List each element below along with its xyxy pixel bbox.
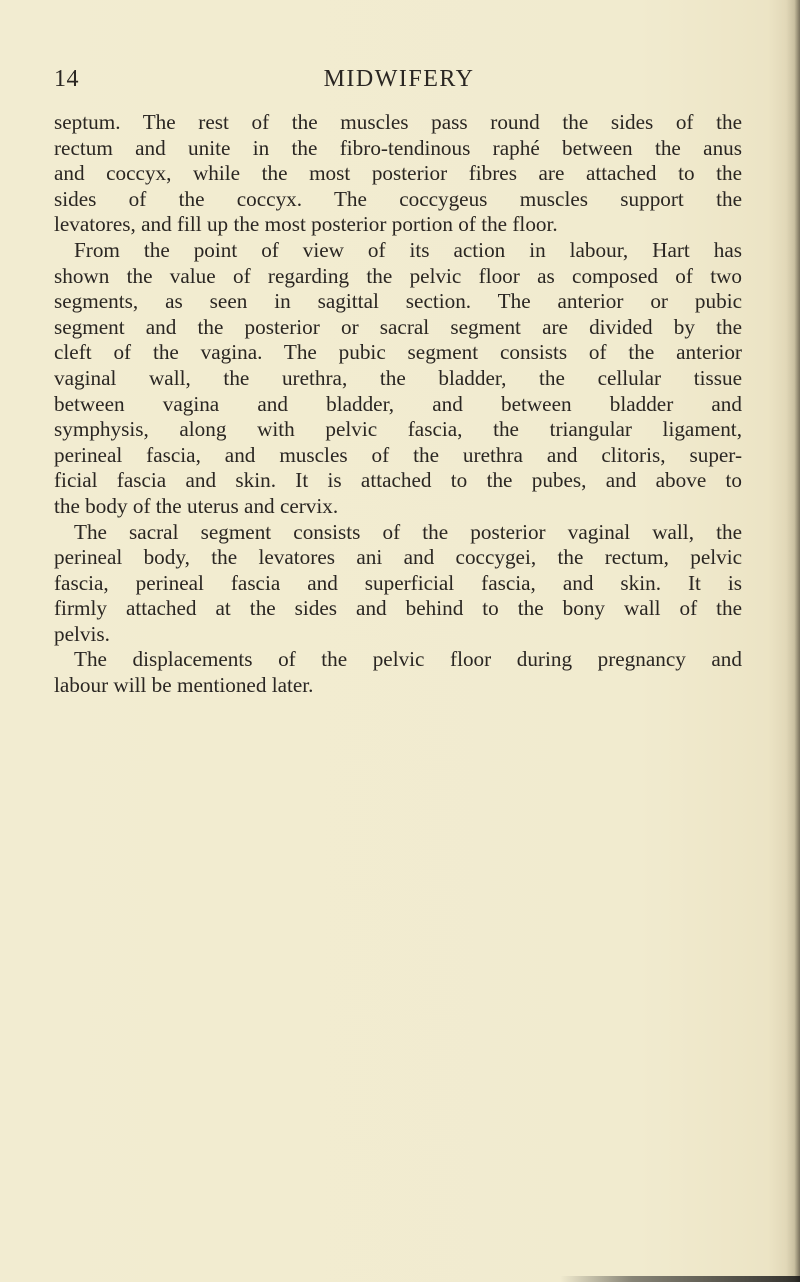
text-line: labour will be mentioned later.	[54, 673, 314, 698]
text-line: between vagina and bladder, and between bladder and	[54, 391, 742, 416]
text-line: fascia, perineal fascia and superficial fascia, and skin. It is	[54, 570, 742, 595]
page-bottom-edge	[560, 1276, 800, 1282]
text-line: the body of the uterus and cervix.	[54, 493, 339, 518]
text-line: sides of the coccyx. The coccygeus muscles support the	[54, 186, 742, 211]
text-line: ficial fascia and skin. It is attached to the pubes, and above to	[54, 468, 742, 493]
text-line: From the point of view of its action in labour, Hart has	[74, 237, 742, 262]
text-line: perineal fascia, and muscles of the urethra and clitoris, super-	[54, 442, 742, 467]
text-line: rectum and unite in the fibro-tendinous raphé between the anus	[54, 135, 742, 160]
text-line: vaginal wall, the urethra, the bladder, the cellular tissue	[54, 365, 742, 390]
text-line: pelvis.	[54, 621, 110, 646]
page-number: 14	[54, 66, 79, 92]
text-line: segments, as seen in sagittal section. The anterior or pubic	[54, 289, 742, 314]
text-line: The sacral segment consists of the posterior vaginal wall, the	[74, 519, 742, 544]
text-line: levatores, and fill up the most posterior portion of the floor.	[54, 212, 558, 237]
text-line: perineal body, the levatores ani and coccygei, the rectum, pelvic	[54, 545, 742, 570]
text-line: firmly attached at the sides and behind to the bony wall of the	[54, 596, 742, 621]
text-line: The displacements of the pelvic floor during pregnancy and	[74, 647, 742, 672]
running-head	[54, 66, 744, 102]
text-line: septum. The rest of the muscles pass round the sides of the	[54, 110, 742, 134]
text-line: symphysis, along with pelvic fascia, the triangular ligament,	[54, 417, 742, 442]
body-text	[54, 110, 742, 699]
page-edge-shadow	[786, 0, 800, 1282]
text-line: cleft of the vagina. The pubic segment consists of the anterior	[54, 340, 742, 365]
text-line: and coccyx, while the most posterior fibres are attached to the	[54, 161, 742, 186]
text-line: shown the value of regarding the pelvic floor as composed of two	[54, 263, 742, 288]
text-line: segment and the posterior or sacral segment are divided by the	[54, 314, 742, 339]
running-title: MIDWIFERY	[323, 66, 475, 92]
